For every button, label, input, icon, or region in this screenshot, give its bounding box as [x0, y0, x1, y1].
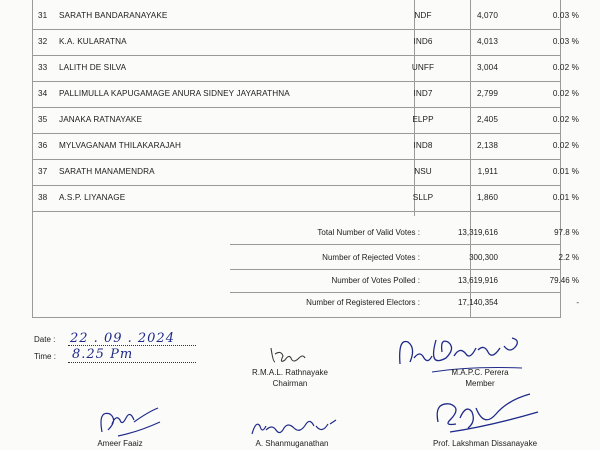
candidate-percentage: 0.01 %	[552, 167, 579, 176]
candidate-votes: 1,911	[477, 167, 498, 176]
candidate-votes: 4,013	[477, 37, 498, 46]
candidate-party: IND6	[413, 37, 433, 46]
candidate-number: 32	[38, 37, 48, 46]
candidate-percentage: 0.02 %	[552, 141, 579, 150]
candidate-percentage: 0.02 %	[552, 89, 579, 98]
candidate-votes: 2,405	[477, 115, 498, 124]
totals-value: 17,140,354	[457, 298, 498, 307]
candidate-number: 38	[38, 193, 48, 202]
totals-row	[32, 268, 579, 292]
dissanayake-signature	[420, 388, 550, 438]
candidate-party: SLLP	[412, 193, 434, 202]
totals-label: Total Number of Valid Votes :	[317, 228, 420, 237]
candidate-votes: 2,799	[477, 89, 498, 98]
candidate-party: IND8	[413, 141, 433, 150]
candidate-number: 34	[38, 89, 48, 98]
shanmuganathan-signature	[246, 412, 346, 442]
table-right-border	[560, 0, 561, 318]
totals-row	[32, 290, 579, 314]
candidate-percentage: 0.02 %	[552, 115, 579, 124]
candidate-votes: 1,860	[477, 193, 498, 202]
candidate-row	[32, 3, 579, 30]
candidate-name: A.S.P. LIYANAGE	[59, 193, 126, 202]
date-dotted-line	[68, 345, 196, 346]
candidate-name: LALITH DE SILVA	[59, 63, 127, 72]
candidate-party: IND7	[413, 89, 433, 98]
candidate-percentage: 0.03 %	[552, 11, 579, 20]
totals-value: 13,619,916	[457, 276, 498, 285]
candidate-row	[32, 55, 579, 82]
ameer-faaiz-signature	[88, 402, 168, 442]
chairman-role: Chairman	[272, 379, 308, 388]
time-dotted-line	[68, 362, 196, 363]
totals-label: Number of Rejected Votes :	[322, 253, 420, 262]
candidate-name: PALLIMULLA KAPUGAMAGE ANURA SIDNEY JAYARATHNA	[59, 89, 290, 98]
candidate-row	[32, 107, 579, 134]
totals-percentage: -	[576, 298, 579, 307]
time-value: 8.25 Pm	[72, 347, 134, 362]
time-label: Time :	[34, 352, 56, 361]
candidate-number: 33	[38, 63, 48, 72]
candidate-name: SARATH BANDARANAYAKE	[59, 11, 168, 20]
totals-label: Number of Votes Polled :	[331, 276, 420, 285]
totals-value: 300,300	[469, 253, 498, 262]
candidate-party: UNFF	[411, 63, 435, 72]
candidate-row	[32, 159, 579, 186]
candidate-number: 35	[38, 115, 48, 124]
candidate-row	[32, 29, 579, 56]
candidate-row	[32, 81, 579, 108]
candidate-number: 31	[38, 11, 48, 20]
candidate-name: SARATH MANAMENDRA	[59, 167, 155, 176]
candidate-percentage: 0.01 %	[552, 193, 579, 202]
date-label: Date :	[34, 335, 56, 344]
totals-percentage: 79.46 %	[549, 276, 579, 285]
candidate-number: 36	[38, 141, 48, 150]
totals-label: Number of Registered Electors :	[306, 298, 420, 307]
ameer-faaiz-name: Ameer Faaiz	[97, 439, 143, 448]
shanmuganathan-name: A. Shanmuganathan	[255, 439, 329, 448]
chairman-signature	[255, 340, 325, 370]
candidate-party: ELPP	[412, 115, 434, 124]
totals-percentage: 2.2 %	[558, 253, 579, 262]
candidate-percentage: 0.02 %	[552, 63, 579, 72]
candidate-row	[32, 133, 579, 160]
candidate-name: K.A. KULARATNA	[59, 37, 127, 46]
candidate-votes: 4,070	[477, 11, 498, 20]
table-bottom-border	[32, 317, 561, 318]
totals-percentage: 97.8 %	[554, 228, 579, 237]
candidate-name: JANAKA RATNAYAKE	[59, 115, 143, 124]
date-value: 22 . 09 . 2024	[70, 331, 175, 346]
totals-row	[32, 220, 579, 244]
candidate-number: 37	[38, 167, 48, 176]
candidate-party: NDF	[414, 11, 432, 20]
candidate-votes: 3,004	[477, 63, 498, 72]
chairman-name: R.M.A.L. Rathnayake	[251, 368, 329, 377]
totals-value: 13,319,616	[457, 228, 498, 237]
totals-row	[32, 245, 579, 269]
candidate-votes: 2,138	[477, 141, 498, 150]
candidate-party: NSU	[414, 167, 432, 176]
candidate-name: MYLVAGANAM THILAKARAJAH	[59, 141, 181, 150]
member-role: Member	[465, 379, 495, 388]
candidate-percentage: 0.03 %	[552, 37, 579, 46]
candidate-row	[32, 185, 579, 212]
member-name: M.A.P.C. Perera	[451, 368, 509, 377]
dissanayake-name: Prof. Lakshman Dissanayake	[432, 439, 538, 448]
